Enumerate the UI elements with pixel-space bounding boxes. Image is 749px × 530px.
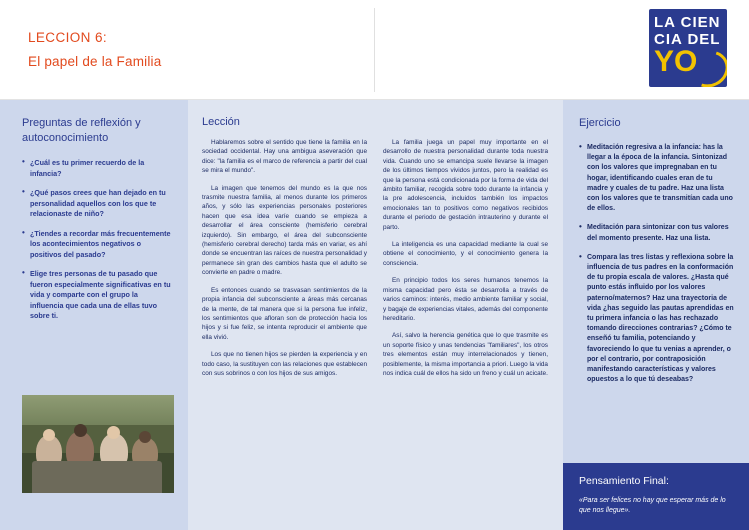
paragraph: Es entonces cuando se trasvasan sentimientos de la propia infancia del subconsciente a áreas más cercanas de la mente, de tal manera que si la persona fue infeliz, los sentimientos que afloran son de protección hacia los hijos y si fue feliz, se intenta reproducir el ambiente que ella vivió. [202, 286, 367, 341]
logo-box [649, 9, 727, 87]
list-item: • ¿Tiendes a recordar más frecuentemente los acontecimientos negativos o positivos del pasado? [22, 229, 172, 261]
photo-person-head [107, 426, 120, 439]
lesson-column [188, 100, 563, 530]
lesson-kicker: LECCION 6: [28, 30, 108, 45]
logo-line-1: LA CIEN [654, 14, 721, 31]
list-item: • Elige tres personas de tu pasado que fueron especialmente significativas en tu vida y comparte con el grupo la influencia que cada una de ellas tuvo sobre ti. [22, 269, 172, 322]
exercise-list [579, 143, 735, 385]
paragraph: Así, salvo la herencia genética que lo que trasmite es un soporte físico y unas tendencias "familiares", los otros tres elementos están muy interrelacionados y tienen, posiblemente, la misma importancia a priori. Luego la vida nos indica cuál de ellos ha sido un freno y cuál un acicate. [383, 332, 548, 377]
logo-line-3: YO [654, 45, 698, 78]
reflection-heading: Preguntas de reflexión y autoconocimiento [22, 117, 141, 144]
page-header [0, 0, 749, 101]
photo-table [32, 461, 162, 493]
lesson-heading: Lección [202, 116, 240, 128]
paragraph: La familia juega un papel muy importante en el desarrollo de nuestra personalidad durante toda nuestra vida. Cuando uno se emancipa suele llevarse la imagen de los últimos tiempos vividos juntos, pero la realidad es que la persona está condicionada por la forma de vida del ámbito familiar, recogida sobre todo durante la infancia y la pre adolescencia, incluidos también los impactos emocionales tan to positivos como negativos recibidos durante el periodo de gestación intrauterino y durante el parto. [383, 139, 548, 231]
photo-person-head [139, 431, 151, 443]
final-thought-text: «Para ser felices no hay que esperar más de lo que nos llegue». [579, 497, 726, 514]
reflection-question-list [22, 158, 172, 322]
final-thought-box [563, 463, 749, 530]
header-divider [374, 8, 375, 92]
lesson-title-block [28, 30, 358, 69]
list-item: • Compara las tres listas y reflexiona sobre la influencia de tus padres en la conformación de tu propia escala de valores. ¿Hasta qué punto estás influido por los valores paterno/maternos? Haz una trayectoria de vida ¿has seguido las pautas aprendidas en tu primera infancia o las has rechazado tomando direcciones contrarias? ¿Cómo te enseñó tu familia, potenciando y favoreciendo lo que tu venias a aprender, o por el contrario, por contraposición manifestando características y valores opuestos a lo que tú deseabas? [579, 253, 735, 386]
exercise-heading: Ejercicio [579, 117, 621, 129]
lesson-text-columns [202, 138, 549, 386]
logo-line-2: CIA DEL [654, 31, 721, 48]
list-item: • ¿Qué pasos crees que han dejado en tu personalidad aquellos con los que te relacionaste de niño? [22, 188, 172, 220]
photo-person-head [74, 424, 87, 437]
paragraph: La inteligencia es una capacidad mediante la cual se obtiene el conocimiento, y el conocimiento genera la consciencia. [383, 241, 548, 267]
photo-person-head [43, 429, 55, 441]
paragraph: Hablaremos sobre el sentido que tiene la familia en la sociedad occidental. Hay una ambigua aseveración que dice: "la familia es el marco de referencia a partir del cual se mira el mundo". [202, 139, 367, 175]
list-item: • Meditación regresiva a la infancia: has la llegar a la época de la infancia. Sintonizad con los valores que impregnaban en tu hogar, identificando cuales eran de tu madre y cuales de tu padre. Haz una lista con los valores que te transmitían cada uno de ellos. [579, 143, 735, 214]
lesson-name: El papel de la Familia [28, 54, 162, 69]
list-item: • Meditación para sintonizar con tus valores del momento presente. Haz una lista. [579, 223, 735, 243]
list-item: • ¿Cuál es tu primer recuerdo de la infancia? [22, 158, 172, 179]
brand-logo [649, 9, 727, 87]
paragraph: En principio todos los seres humanos tenemos la misma capacidad pero ésta se desarrolla a través de varios caminos: interés, medio ambiente familiar y social, y bagaje de experiencias vitales, además del componente hereditario. [383, 277, 548, 322]
paragraph: Los que no tienen hijos se pierden la experiencia y en todo caso, la sustituyen con las relaciones que establecen con sus sobrinos o con los hijos de sus amigos. [202, 351, 367, 377]
lesson-text-column-b [383, 138, 548, 386]
lesson-text-column-a [202, 138, 367, 386]
final-thought-title: Pensamiento Final: [579, 475, 669, 487]
family-photo [22, 395, 174, 493]
paragraph: La imagen que tenemos del mundo es la que nos trasmite nuestra familia, al menos durante los primeros años, y sólo las experiencias personales posteriores hacen que esa idea varíe cuando se empieza a desarrollar el área consciente (hemisferio cerebral izquierdo). Sin embargo, el área del subconsciente (hemisferio cerebral derecho) tarda más en variar, es ahí donde se encuentran las raíces de nuestra personalidad y permanece sin gran des cambios hasta que el adulto se convierte en padre o madre. [202, 184, 367, 277]
